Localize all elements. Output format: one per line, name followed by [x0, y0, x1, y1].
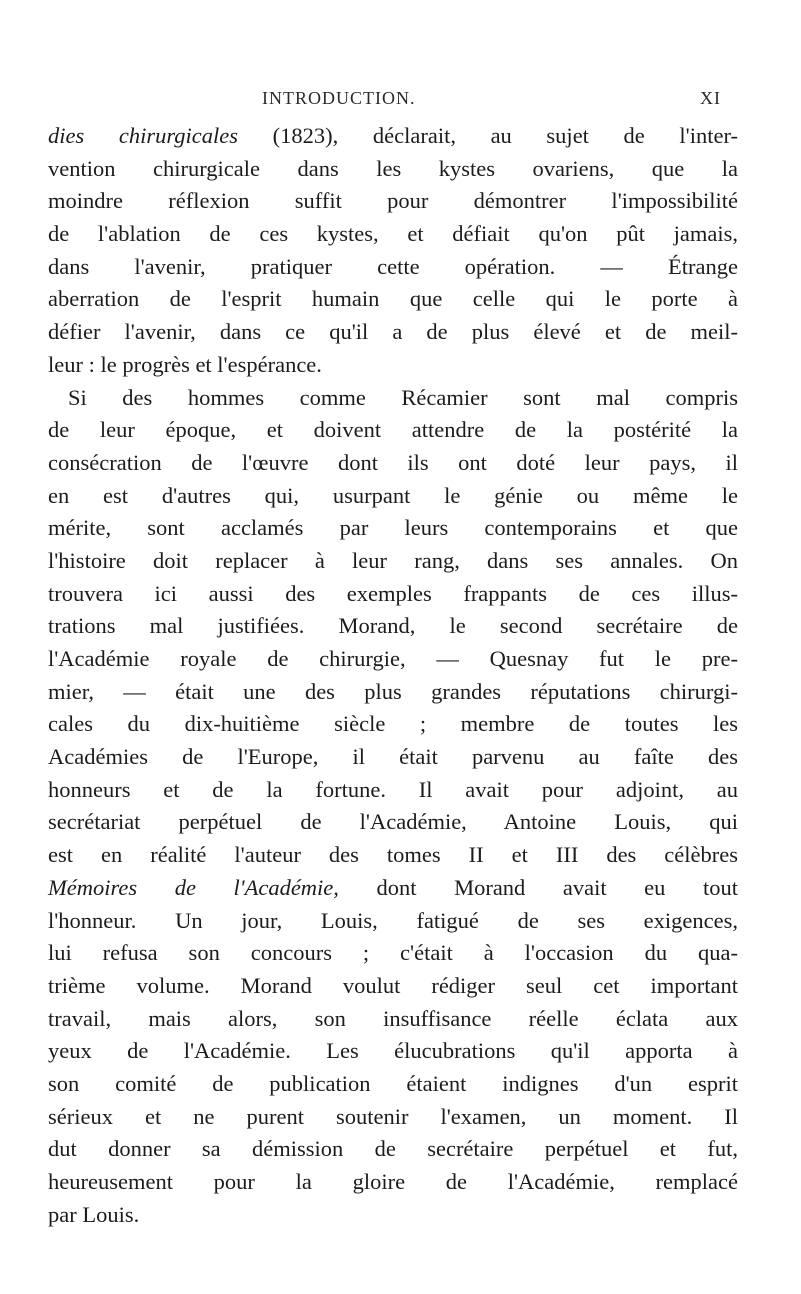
- text-line: sérieux et ne purent soutenir l'examen, un moment. Il: [48, 1103, 738, 1129]
- text-line: défier l'avenir, dans ce qu'il a de plus élevé et de meil-: [48, 319, 738, 345]
- text-line: honneurs et de la fortune. Il avait pour adjoint, au: [48, 776, 738, 802]
- text-line: son comité de publication étaient indignes d'un esprit: [48, 1070, 738, 1096]
- text-line: yeux de l'Académie. Les élucubrations qu'il apporta à: [48, 1038, 738, 1064]
- text-line: aberration de l'esprit humain que celle qui le porte à: [48, 286, 738, 312]
- line-text: (1823), déclarait, au sujet de l'inter-: [238, 123, 738, 148]
- text-line: heureusement pour la gloire de l'Académie, remplacé: [48, 1169, 738, 1194]
- text-line: l'honneur. Un jour, Louis, fatigué de ses exigences,: [48, 907, 738, 933]
- text-line: dans l'avenir, pratiquer cette opération. — Étrange: [48, 253, 738, 279]
- text-line: dut donner sa démission de secrétaire perpétuel et fut,: [48, 1136, 738, 1162]
- body-text: [48, 120, 738, 1231]
- text-line: secrétariat perpétuel de l'Académie, Antoine Louis, qui: [48, 809, 738, 835]
- text-line: moindre réflexion suffit pour démontrer l'impossibilité: [48, 188, 738, 214]
- text-line: travail, mais alors, son insuffisance réelle éclata aux: [48, 1005, 738, 1031]
- page-number: XI: [700, 88, 721, 108]
- text-line: [48, 120, 738, 153]
- text-line: mérite, sont acclamés par leurs contemporains et que: [48, 515, 738, 541]
- italic-phrase: Mémoires de l'Académie,: [48, 874, 339, 900]
- running-head: [0, 88, 801, 112]
- text-line: est en réalité l'auteur des tomes II et III des célèbres: [48, 842, 738, 868]
- text-line: [48, 872, 738, 905]
- text-line: trième volume. Morand voulut rédiger seul cet important: [48, 972, 738, 998]
- text-line: en est d'autres qui, usurpant le génie ou même le: [48, 482, 738, 508]
- running-title: INTRODUCTION.: [262, 88, 416, 108]
- text-line: trations mal justifiées. Morand, le second secrétaire de: [48, 613, 738, 639]
- text-line: par Louis.: [48, 1201, 140, 1227]
- text-line: cales du dix-huitième siècle ; membre de toutes les: [48, 711, 738, 737]
- text-line: l'Académie royale de chirurgie, — Quesnay fut le pre-: [48, 646, 738, 671]
- text-line: trouvera ici aussi des exemples frappants de ces illus-: [48, 580, 738, 606]
- text-line: consécration de l'œuvre dont ils ont doté leur pays, il: [48, 449, 738, 475]
- text-line: Académies de l'Europe, il était parvenu au faîte des: [48, 744, 738, 770]
- line-text: dont Morand avait eu tout: [338, 874, 738, 900]
- text-line: lui refusa son concours ; c'était à l'occasion du qua-: [48, 940, 738, 966]
- italic-phrase: dies chirurgicales: [48, 123, 239, 148]
- text-line: mier, — était une des plus grandes réputations chirurgi-: [48, 678, 738, 704]
- text-line: l'histoire doit replacer à leur rang, dans ses annales. On: [48, 547, 738, 573]
- text-line: vention chirurgicale dans les kystes ovariens, que la: [48, 155, 738, 181]
- text-line: de l'ablation de ces kystes, et défiait qu'on pût jamais,: [48, 221, 738, 247]
- text-line: leur : le progrès et l'espérance.: [48, 351, 322, 377]
- text-line: de leur époque, et doivent attendre de la postérité la: [48, 417, 738, 443]
- text-line: Si des hommes comme Récamier sont mal compris: [68, 384, 738, 410]
